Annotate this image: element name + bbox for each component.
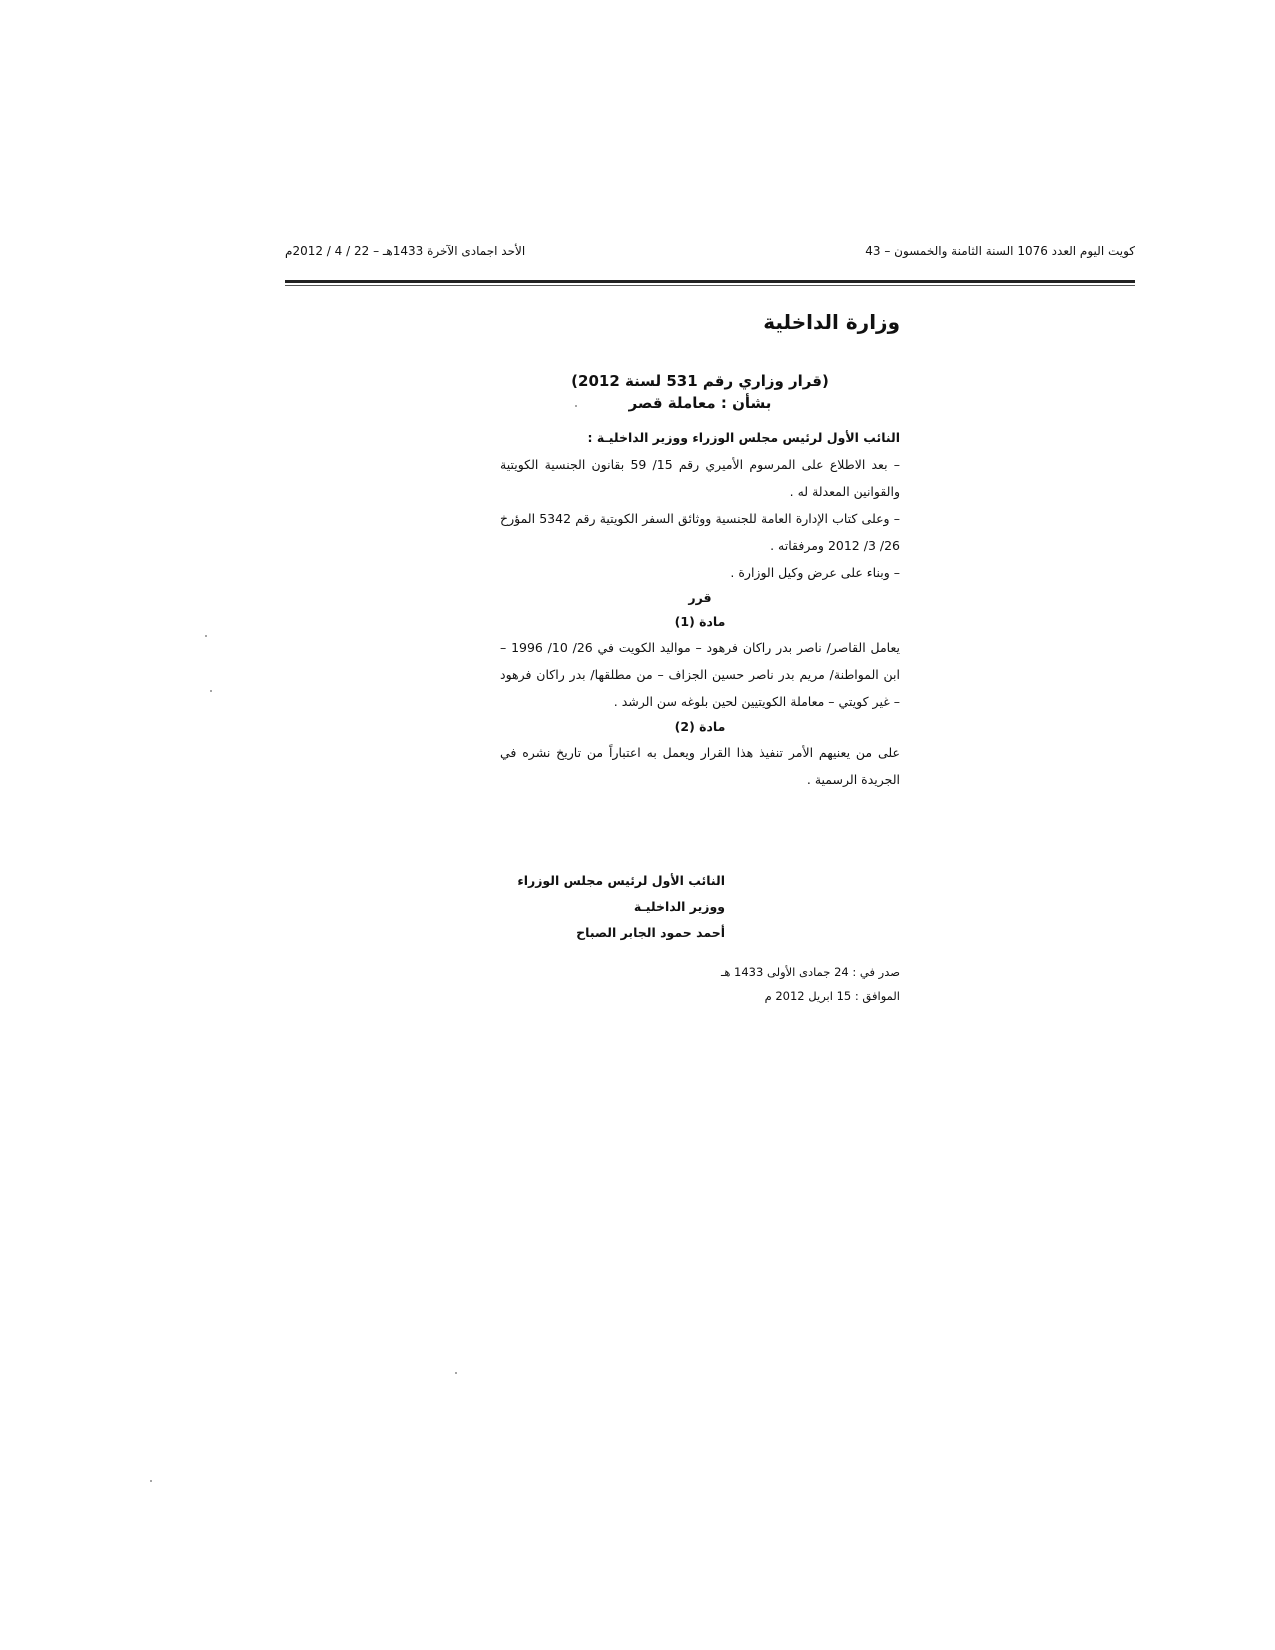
decision-title: (قرار وزاري رقم 531 لسنة 2012) xyxy=(571,372,829,390)
header-date: الأحد اجمادى الآخرة 1433هـ – 22 / 4 / 2012م xyxy=(285,244,526,258)
ministry-title: وزارة الداخلية xyxy=(763,310,900,334)
signature-block xyxy=(505,868,725,946)
scan-speck xyxy=(150,1480,152,1482)
signature-office: ووزير الداخليـة xyxy=(633,899,725,914)
article-2-text: على من يعنيهم الأمر تنفيذ هذا القرار ويعمل به اعتباراً من تاريخ نشره في الجريدة الرسمية . xyxy=(500,745,900,787)
decision-body xyxy=(500,310,900,793)
issuer-intro: النائب الأول لرئيس مجلس الوزراء ووزير الداخليـة : xyxy=(587,430,900,445)
decision-subject: بشأن : معاملة قصر xyxy=(628,394,772,412)
article-1-text: يعامل القاصر/ ناصر بدر راكان فرهود – مواليد الكويت في 26/ 10/ 1996 – ابن المواطنة/ مريم بدر ناصر حسين الجزاف – من مطلقها/ بدر راكان فرهود – غير كويتي – معاملة الكويتيين لحين بلوغه سن الرشد . xyxy=(500,640,900,709)
issued-gregorian-date: الموافق : 15 ابريل 2012 م xyxy=(764,989,900,1003)
preamble-decree: – بعد الاطلاع على المرسوم الأميري رقم 15/ 59 بقانون الجنسية الكويتية والقوانين المعدلة له . xyxy=(500,457,901,499)
preamble-proposal: – وبناء على عرض وكيل الوزارة . xyxy=(730,565,900,580)
page-header xyxy=(285,236,1135,270)
article-1-heading: مادة (1) xyxy=(674,614,726,629)
issued-hijri-date: صدر في : 24 جمادى الأولى 1433 هـ xyxy=(720,965,900,979)
header-rule-thick xyxy=(285,280,1135,283)
article-2-heading: مادة (2) xyxy=(674,719,726,734)
scan-speck xyxy=(205,635,207,637)
header-rule-thin xyxy=(285,285,1135,286)
preamble-letter: – وعلى كتاب الإدارة العامة للجنسية ووثائق السفر الكويتية رقم 5342 المؤرخ 26/ 3/ 2012 ومرفقاته . xyxy=(500,511,900,553)
scan-speck xyxy=(575,405,577,407)
signature-name: أحمد حمود الجابر الصباح xyxy=(576,925,725,940)
decided-heading: قرر xyxy=(688,590,712,605)
issue-date-block xyxy=(690,960,900,1008)
header-issue-info: كويت اليوم العدد 1076 السنة الثامنة والخمسون – 43 xyxy=(865,244,1135,258)
signature-title: النائب الأول لرئيس مجلس الوزراء xyxy=(517,873,725,888)
scan-speck xyxy=(455,1372,457,1374)
scan-speck xyxy=(210,690,212,692)
